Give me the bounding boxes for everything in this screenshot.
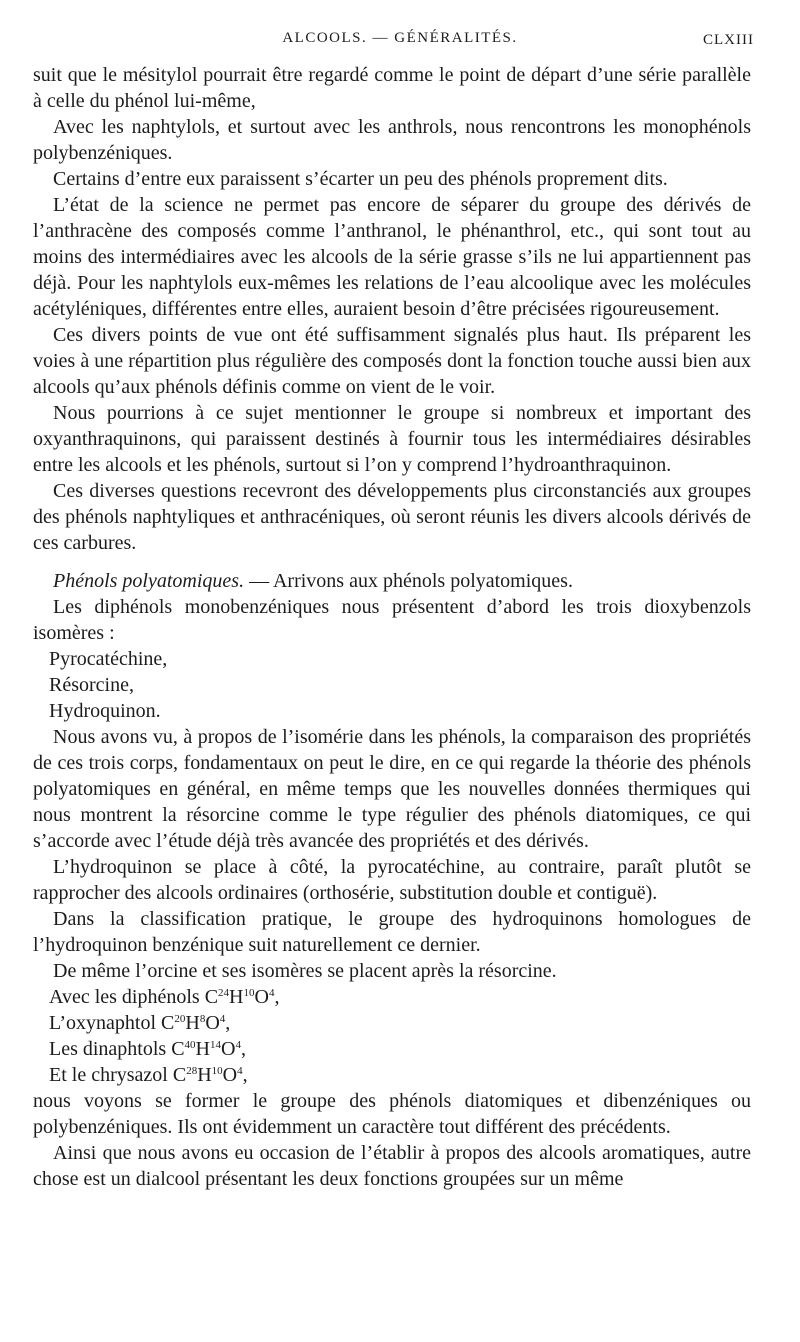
paragraph: Ces diverses questions recevront des développements plus circonstanciés aux groupes des phénols naphtyliques et anthracéniques, où seront réunis les divers alcools dérivés de ces carbures. xyxy=(33,480,751,554)
section-heading-line xyxy=(33,568,751,594)
isomer-item: Hydroquinon. xyxy=(49,700,161,722)
running-header xyxy=(0,26,800,56)
paragraph: Certains d’entre eux paraissent s’écarter un peu des phénols proprement dits. xyxy=(53,168,668,190)
paragraph: Ainsi que nous avons eu occasion de l’établir à propos des alcools aromatiques, autre chose est un dialcool présentant les deux fonctions groupées sur un même xyxy=(33,1142,751,1190)
section-heading: Phénols polyatomiques. xyxy=(53,570,245,592)
paragraph: Les diphénols monobenzéniques nous présentent d’abord les trois dioxybenzols isomères : xyxy=(33,596,751,644)
paragraph: L’hydroquinon se place à côté, la pyrocatéchine, au contraire, paraît plutôt se rapprocher des alcools ordinaires (orthosérie, substitution double et contiguë). xyxy=(33,856,751,904)
isomer-item: Pyrocatéchine, xyxy=(49,648,168,670)
formula-line: Et le chrysazol $C^{28}H^{10}O^4$, xyxy=(49,1064,248,1086)
paragraph: Nous avons vu, à propos de l’isomérie dans les phénols, la comparaison des propriétés de ces trois corps, fondamentaux on peut le dire, en ce qui regarde la théorie des phénols polyatomiques en général, en même temps que les nouvelles données thermiques qui nous montrent la résorcine comme le type régulier des phénols diatomiques, ce qui s’accorde avec l’étude déjà très avancée des propriétés et des dérivés. xyxy=(33,726,751,852)
body-text xyxy=(33,62,751,1192)
paragraph: Nous pourrions à ce sujet mentionner le groupe si nombreux et important des oxyanthraquinons, qui paraissent destinés à fournir tous les intermédiaires désirables entre les alcools et les phénols, surtout si l’on y comprend l’hydroanthraquinon. xyxy=(33,402,751,476)
paragraph: suit que le mésitylol pourrait être regardé comme le point de départ d’une série parallèle à celle du phénol lui-même, xyxy=(33,64,751,112)
formula-line: Les dinaphtols $C^{40}H^{14}O^4$, xyxy=(49,1038,246,1060)
paragraph: L’état de la science ne permet pas encore de séparer du groupe des dérivés de l’anthracène des composés comme l’anthranol, le phénanthrol, etc., qui sont tout au moins des intermédiaires avec les alcools de la série grasse s’ils ne lui appartiennent pas déjà. Pour les naphtylols eux-mêmes les relations de l’eau alcoolique avec les molécules acétyléniques, différentes entre elles, auraient besoin d’être précisées rigoureusement. xyxy=(33,194,751,320)
formula-line: Avec les diphénols $C^{24}H^{10}O^4$, xyxy=(49,986,280,1008)
paragraph: De même l’orcine et ses isomères se placent après la résorcine. xyxy=(53,960,557,982)
paragraph: Dans la classification pratique, le groupe des hydroquinons homologues de l’hydroquinon benzénique suit naturellement ce dernier. xyxy=(33,908,751,956)
running-title: ALCOOLS. — GÉNÉRALITÉS. xyxy=(282,30,518,46)
formula-line: L’oxynaphtol $C^{20}H^8O^4$, xyxy=(49,1012,231,1034)
isomer-item: Résorcine, xyxy=(49,674,134,696)
section-heading-rest: — Arrivons aux phénols polyatomiques. xyxy=(244,570,573,592)
paragraph: nous voyons se former le groupe des phénols diatomiques et dibenzéniques ou polybenzéniques. Ils ont évidemment un caractère tout différent des précédents. xyxy=(33,1090,751,1138)
paragraph: Avec les naphtylols, et surtout avec les anthrols, nous rencontrons les monophénols polybenzéniques. xyxy=(33,116,751,164)
paragraph: Ces divers points de vue ont été suffisamment signalés plus haut. Ils préparent les voies à une répartition plus régulière des composés dont la fonction touche aussi bien aux alcools qu’aux phénols définis comme on vient de le voir. xyxy=(33,324,751,398)
page-number: CLXIII xyxy=(703,32,754,48)
